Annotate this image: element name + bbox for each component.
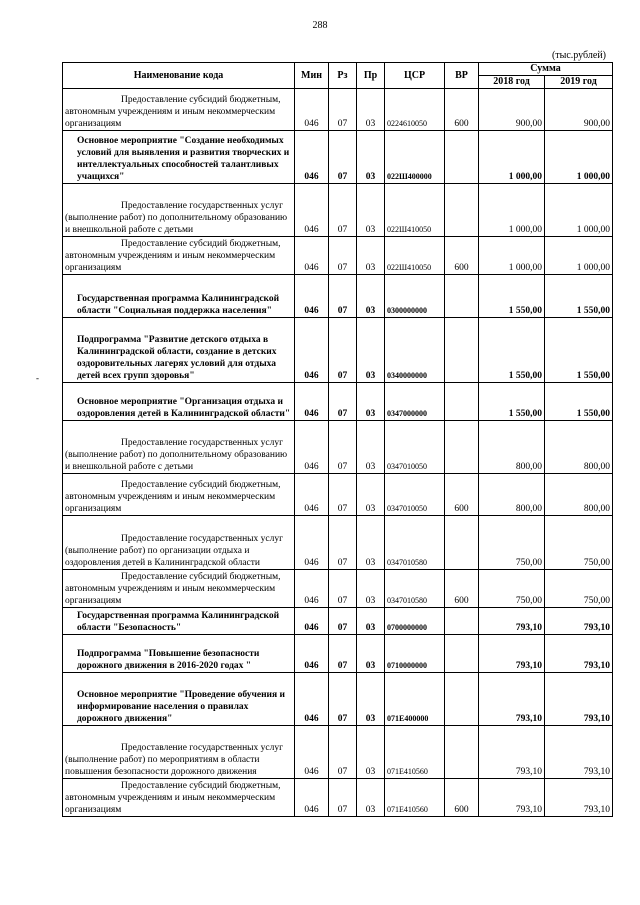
cell-rz: 07 xyxy=(329,570,357,608)
cell-name: Предоставление государственных услуг (выполнение работ) по дополнительному образованию и внешкольной работе с детьми xyxy=(63,421,295,474)
cell-sum-2018: 1 000,00 xyxy=(479,184,545,237)
cell-min: 046 xyxy=(295,421,329,474)
cell-csr: 0347010050 xyxy=(385,421,445,474)
cell-rz: 07 xyxy=(329,318,357,383)
cell-csr: 0347000000 xyxy=(385,383,445,421)
cell-name: Основное мероприятие "Создание необходимых условий для выявления и развития творческих и интеллектуальных способностей талантливых учащихся" xyxy=(63,131,295,184)
cell-sum-2019: 1 000,00 xyxy=(545,184,613,237)
cell-pr: 03 xyxy=(357,608,385,635)
cell-min: 046 xyxy=(295,275,329,318)
cell-csr: 022Ш410050 xyxy=(385,237,445,275)
cell-vr xyxy=(445,184,479,237)
cell-min: 046 xyxy=(295,608,329,635)
cell-name: Предоставление государственных услуг (выполнение работ) по мероприятиям в области повышения безопасности дорожного движения xyxy=(63,726,295,779)
cell-rz: 07 xyxy=(329,608,357,635)
cell-sum-2019: 750,00 xyxy=(545,516,613,570)
cell-pr: 03 xyxy=(357,570,385,608)
cell-csr: 0340000000 xyxy=(385,318,445,383)
cell-rz: 07 xyxy=(329,635,357,673)
cell-csr: 022Ш400000 xyxy=(385,131,445,184)
header-name: Наименование кода xyxy=(63,63,295,89)
cell-rz: 07 xyxy=(329,421,357,474)
cell-csr: 0347010580 xyxy=(385,570,445,608)
cell-csr: 0347010580 xyxy=(385,516,445,570)
cell-name: Государственная программа Калининградской области "Социальная поддержка населения" xyxy=(63,275,295,318)
cell-rz: 07 xyxy=(329,383,357,421)
table-body xyxy=(63,89,613,817)
cell-sum-2019: 793,10 xyxy=(545,726,613,779)
cell-pr: 03 xyxy=(357,318,385,383)
cell-pr: 03 xyxy=(357,89,385,131)
table-row xyxy=(63,131,613,184)
cell-sum-2019: 1 000,00 xyxy=(545,131,613,184)
cell-sum-2018: 793,10 xyxy=(479,608,545,635)
header-csr: ЦСР xyxy=(385,63,445,89)
cell-sum-2018: 900,00 xyxy=(479,89,545,131)
header-vr: ВР xyxy=(445,63,479,89)
cell-rz: 07 xyxy=(329,237,357,275)
header-rz: Рз xyxy=(329,63,357,89)
header-min: Мин xyxy=(295,63,329,89)
cell-name: Предоставление субсидий бюджетным, автономным учреждениям и иным некоммерческим организациям xyxy=(63,474,295,516)
cell-sum-2019: 793,10 xyxy=(545,608,613,635)
cell-rz: 07 xyxy=(329,726,357,779)
cell-vr xyxy=(445,421,479,474)
cell-vr xyxy=(445,726,479,779)
cell-rz: 07 xyxy=(329,184,357,237)
cell-sum-2019: 900,00 xyxy=(545,89,613,131)
cell-vr xyxy=(445,383,479,421)
cell-sum-2018: 793,10 xyxy=(479,673,545,726)
cell-sum-2018: 1 550,00 xyxy=(479,383,545,421)
cell-sum-2018: 793,10 xyxy=(479,726,545,779)
table-row xyxy=(63,516,613,570)
budget-table xyxy=(62,62,613,817)
cell-sum-2019: 1 000,00 xyxy=(545,237,613,275)
cell-min: 046 xyxy=(295,779,329,817)
cell-sum-2019: 1 550,00 xyxy=(545,383,613,421)
cell-vr: 600 xyxy=(445,570,479,608)
cell-rz: 07 xyxy=(329,275,357,318)
cell-min: 046 xyxy=(295,89,329,131)
cell-sum-2018: 793,10 xyxy=(479,779,545,817)
cell-vr: 600 xyxy=(445,89,479,131)
cell-vr xyxy=(445,275,479,318)
cell-csr: 0710000000 xyxy=(385,635,445,673)
cell-sum-2018: 1 000,00 xyxy=(479,131,545,184)
cell-min: 046 xyxy=(295,383,329,421)
cell-min: 046 xyxy=(295,318,329,383)
cell-name: Основное мероприятие "Организация отдыха и оздоровления детей в Калининградской области" xyxy=(63,383,295,421)
cell-sum-2019: 793,10 xyxy=(545,635,613,673)
cell-sum-2018: 1 550,00 xyxy=(479,275,545,318)
cell-sum-2018: 800,00 xyxy=(479,474,545,516)
table-row xyxy=(63,726,613,779)
table-row xyxy=(63,608,613,635)
table-row xyxy=(63,89,613,131)
cell-pr: 03 xyxy=(357,383,385,421)
table-row xyxy=(63,635,613,673)
table-row xyxy=(63,421,613,474)
cell-vr: 600 xyxy=(445,474,479,516)
cell-min: 046 xyxy=(295,131,329,184)
cell-csr: 071Е410560 xyxy=(385,726,445,779)
cell-min: 046 xyxy=(295,184,329,237)
cell-name: Подпрограмма "Развитие детского отдыха в Калининградской области, создание в детских оздоровительных лагерях условий для отдыха детей всех групп здоровья" xyxy=(63,318,295,383)
cell-sum-2018: 750,00 xyxy=(479,570,545,608)
cell-sum-2018: 793,10 xyxy=(479,635,545,673)
cell-pr: 03 xyxy=(357,421,385,474)
cell-pr: 03 xyxy=(357,131,385,184)
header-year-2018: 2018 год xyxy=(479,76,545,89)
table-row xyxy=(63,275,613,318)
cell-vr: 600 xyxy=(445,237,479,275)
cell-name: Предоставление субсидий бюджетным, автономным учреждениям и иным некоммерческим организациям xyxy=(63,779,295,817)
cell-vr xyxy=(445,516,479,570)
cell-name: Предоставление субсидий бюджетным, автономным учреждениям и иным некоммерческим организациям xyxy=(63,89,295,131)
cell-name: Государственная программа Калининградской области "Безопасность" xyxy=(63,608,295,635)
cell-sum-2018: 800,00 xyxy=(479,421,545,474)
cell-sum-2018: 1 550,00 xyxy=(479,318,545,383)
cell-name: Предоставление государственных услуг (выполнение работ) по дополнительному образованию и внешкольной работе с детьми xyxy=(63,184,295,237)
cell-rz: 07 xyxy=(329,131,357,184)
cell-rz: 07 xyxy=(329,516,357,570)
cell-min: 046 xyxy=(295,474,329,516)
table-row xyxy=(63,383,613,421)
cell-rz: 07 xyxy=(329,474,357,516)
units-label: (тыс.рублей) xyxy=(551,50,606,61)
cell-pr: 03 xyxy=(357,516,385,570)
scan-mark: - xyxy=(36,373,39,383)
table-row xyxy=(63,318,613,383)
cell-pr: 03 xyxy=(357,474,385,516)
table-row xyxy=(63,673,613,726)
header-pr: Пр xyxy=(357,63,385,89)
cell-vr xyxy=(445,673,479,726)
cell-name: Предоставление субсидий бюджетным, автономным учреждениям и иным некоммерческим организациям xyxy=(63,237,295,275)
cell-csr: 0300000000 xyxy=(385,275,445,318)
cell-name: Подпрограмма "Повышение безопасности дорожного движения в 2016-2020 годах " xyxy=(63,635,295,673)
cell-sum-2018: 750,00 xyxy=(479,516,545,570)
cell-csr: 0224610050 xyxy=(385,89,445,131)
cell-csr: 071Е410560 xyxy=(385,779,445,817)
cell-sum-2019: 793,10 xyxy=(545,673,613,726)
cell-name: Основное мероприятие "Проведение обучения и информирование населения о правилах дорожного движения" xyxy=(63,673,295,726)
cell-sum-2019: 1 550,00 xyxy=(545,275,613,318)
cell-csr: 071Е400000 xyxy=(385,673,445,726)
cell-min: 046 xyxy=(295,516,329,570)
cell-vr: 600 xyxy=(445,779,479,817)
cell-pr: 03 xyxy=(357,184,385,237)
cell-rz: 07 xyxy=(329,673,357,726)
cell-csr: 0700000000 xyxy=(385,608,445,635)
cell-min: 046 xyxy=(295,726,329,779)
cell-min: 046 xyxy=(295,237,329,275)
cell-sum-2019: 800,00 xyxy=(545,421,613,474)
cell-min: 046 xyxy=(295,673,329,726)
cell-min: 046 xyxy=(295,570,329,608)
table-row xyxy=(63,474,613,516)
cell-vr xyxy=(445,131,479,184)
header-sum: Сумма xyxy=(479,63,613,76)
cell-vr xyxy=(445,318,479,383)
cell-sum-2019: 800,00 xyxy=(545,474,613,516)
page-number: 288 xyxy=(312,20,328,31)
cell-sum-2018: 1 000,00 xyxy=(479,237,545,275)
cell-csr: 022Ш410050 xyxy=(385,184,445,237)
table-row xyxy=(63,779,613,817)
cell-csr: 0347010050 xyxy=(385,474,445,516)
cell-pr: 03 xyxy=(357,635,385,673)
cell-sum-2019: 793,10 xyxy=(545,779,613,817)
cell-pr: 03 xyxy=(357,726,385,779)
cell-name: Предоставление субсидий бюджетным, автономным учреждениям и иным некоммерческим организациям xyxy=(63,570,295,608)
cell-vr xyxy=(445,635,479,673)
cell-rz: 07 xyxy=(329,89,357,131)
cell-rz: 07 xyxy=(329,779,357,817)
cell-pr: 03 xyxy=(357,237,385,275)
cell-pr: 03 xyxy=(357,673,385,726)
table-row xyxy=(63,184,613,237)
cell-vr xyxy=(445,608,479,635)
cell-pr: 03 xyxy=(357,779,385,817)
cell-pr: 03 xyxy=(357,275,385,318)
table-row xyxy=(63,237,613,275)
header-year-2019: 2019 год xyxy=(545,76,613,89)
table-row xyxy=(63,570,613,608)
cell-sum-2019: 750,00 xyxy=(545,570,613,608)
cell-sum-2019: 1 550,00 xyxy=(545,318,613,383)
cell-name: Предоставление государственных услуг (выполнение работ) по организации отдыха и оздоровления детей в Калининградской области xyxy=(63,516,295,570)
cell-min: 046 xyxy=(295,635,329,673)
